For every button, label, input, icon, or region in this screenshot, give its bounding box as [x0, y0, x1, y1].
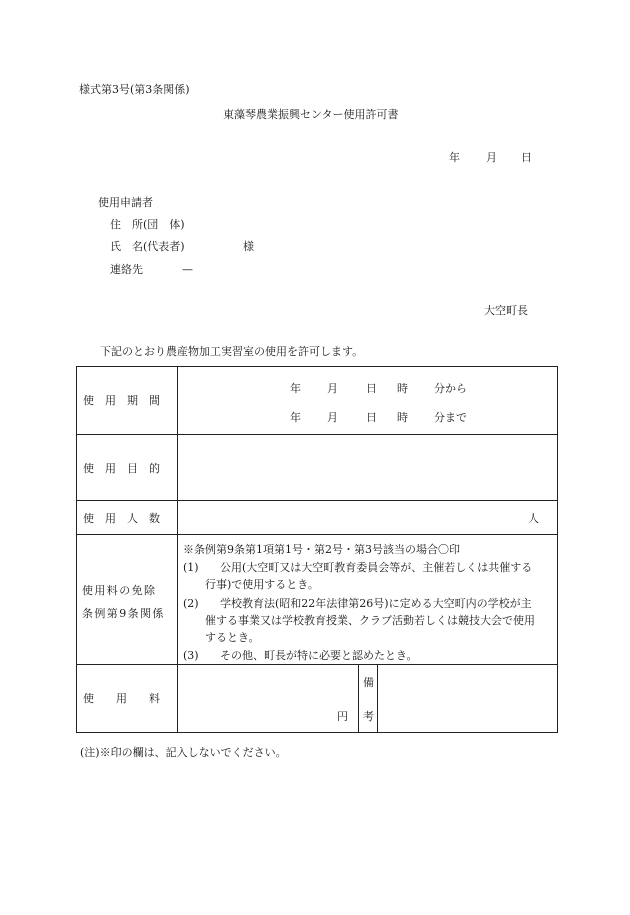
- exemption-item-2-num: (2): [183, 597, 199, 610]
- permit-table: [76, 366, 558, 733]
- remarks-input[interactable]: [378, 665, 558, 733]
- fee-exemption-label-cell: [77, 535, 178, 665]
- address-label: 住 所(団 体): [110, 218, 185, 231]
- usage-purpose-row: [77, 435, 558, 501]
- usage-period-row: [77, 367, 558, 435]
- permission-statement: 下記のとおり農産物加工実習室の使用を許可します。: [100, 345, 364, 358]
- fee-exemption-row: [77, 535, 558, 665]
- people-unit: 人: [528, 512, 540, 525]
- usage-fee-row: [77, 665, 558, 733]
- usage-period-label: 使 用 期 間: [83, 394, 160, 407]
- period-from-day: 日: [366, 382, 377, 395]
- exemption-item-1-num: (1): [183, 561, 199, 574]
- period-to-year: 年: [290, 411, 301, 424]
- issuer-title: 大空町長: [484, 304, 528, 317]
- ordinance-label: 条例第9条関係: [82, 607, 165, 620]
- period-to-day: 日: [366, 411, 377, 424]
- document-title: 東藻琴農業振興センター使用許可書: [223, 108, 399, 121]
- usage-purpose-label-cell: [77, 435, 178, 501]
- form-number: 様式第3号(第3条関係): [79, 83, 190, 96]
- exemption-item-2-line2: 催する事業又は学校教育授業、クラブ活動若しくは競技大会で使用: [205, 614, 535, 627]
- applicant-heading: 使用申請者: [98, 196, 153, 209]
- fee-exemption-label: 使用料の免除: [82, 584, 157, 597]
- period-from-month: 月: [327, 382, 338, 395]
- footnote: (注)※印の欄は、記入しないでください。: [80, 746, 287, 759]
- period-from-year: 年: [290, 382, 301, 395]
- date-month-label: 月: [486, 151, 497, 164]
- exemption-item-3-line1: その他、町長が特に必要と認めたとき。: [220, 649, 418, 662]
- usage-people-label-cell: [77, 501, 178, 535]
- period-to-month: 月: [327, 411, 338, 424]
- fee-exemption-details: [178, 535, 558, 665]
- date-year-label: 年: [449, 151, 460, 164]
- contact-dash: —: [182, 263, 193, 276]
- usage-people-row: [77, 501, 558, 535]
- period-from-minute: 分から: [434, 382, 467, 395]
- usage-purpose-label: 使 用 目 的: [83, 462, 160, 475]
- remarks-label-cell: [359, 665, 378, 733]
- usage-fee-input[interactable]: [178, 665, 359, 733]
- name-label: 氏 名(代表者): [110, 240, 185, 253]
- exemption-item-3-num: (3): [183, 649, 199, 662]
- period-to-minute: 分まで: [434, 411, 467, 424]
- remarks-label-bottom: 考: [363, 710, 374, 723]
- fee-unit: 円: [337, 710, 348, 723]
- exemption-intro: ※条例第9条第1項第1号・第2号・第3号該当の場合〇印: [183, 543, 460, 556]
- remarks-label-top: 備: [363, 676, 374, 689]
- usage-period-label-cell: [77, 367, 178, 435]
- usage-period-cell: [178, 367, 558, 435]
- usage-fee-label-cell: [77, 665, 178, 733]
- exemption-item-1-line1: 公用(大空町又は大空町教育委員会等が、主催若しくは共催する: [220, 561, 533, 574]
- contact-label: 連絡先: [110, 263, 143, 276]
- usage-people-label: 使 用 人 数: [83, 512, 160, 525]
- period-to-hour: 時: [397, 411, 408, 424]
- usage-people-input[interactable]: [178, 501, 558, 535]
- date-day-label: 日: [521, 151, 532, 164]
- honorific: 様: [243, 240, 254, 253]
- usage-purpose-input[interactable]: [178, 435, 558, 501]
- exemption-item-2-line3: するとき。: [205, 631, 260, 644]
- usage-fee-label: 使 用 料: [83, 692, 160, 705]
- exemption-item-2-line1: 学校教育法(昭和22年法律第26号)に定める大空町内の学校が主: [220, 597, 532, 610]
- exemption-item-1-line2: 行事)で使用するとき。: [205, 578, 319, 591]
- period-from-hour: 時: [397, 382, 408, 395]
